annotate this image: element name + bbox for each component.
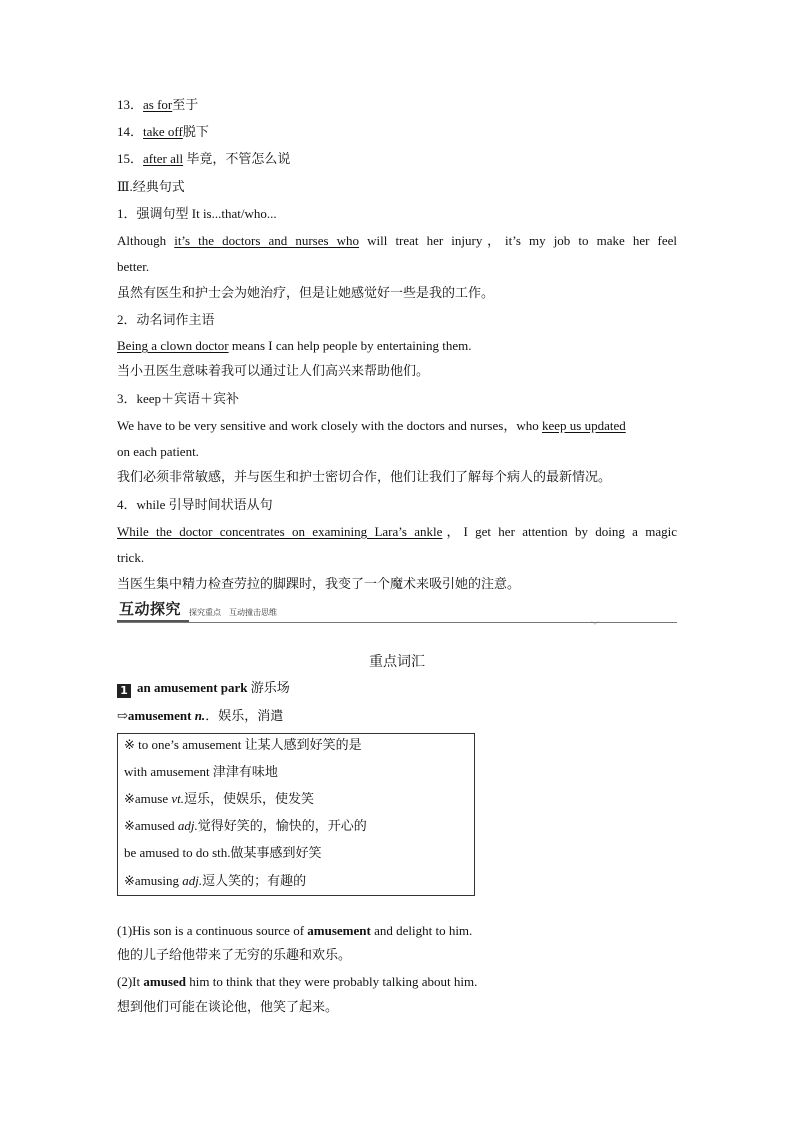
box-item	[124, 736, 362, 754]
pattern-2-chinese: 当小丑医生意味着我可以通过让人们高兴来帮助他们。	[117, 363, 430, 378]
text: (1)His son is a continuous source of	[117, 923, 308, 938]
part-of-speech: n.	[191, 708, 206, 723]
phrase-english: after all	[143, 151, 184, 166]
phrase-english: take off	[143, 124, 183, 139]
pattern-3-chinese: 我们必须非常敏感，并与医生和护士密切合作，他们让我们了解每个病人的最新情况。	[117, 469, 612, 484]
phrase-number: 13．	[117, 97, 144, 112]
text: will treat her injury，it’s my job to make her feel	[359, 233, 677, 248]
vocab-box	[117, 733, 475, 896]
example-1-english	[117, 922, 472, 940]
text: (2)It	[117, 974, 144, 989]
pattern-3-title: 3．keep＋宾语＋宾补	[117, 391, 240, 406]
pattern-3-english	[117, 417, 626, 435]
underlined-text: Being a clown doctor	[117, 338, 229, 353]
text: ※ to one’s amusement 让某人感到好笑的是	[124, 737, 362, 752]
phrase-15	[117, 150, 290, 168]
arrow-icon: ⇨	[117, 708, 128, 723]
underlined-text: keep us updated	[541, 418, 626, 433]
pattern-2-title: 2．动名词作主语	[117, 312, 215, 327]
phrase-number: 14．	[117, 124, 144, 139]
underlined-text: it’s the doctors and nurses who	[174, 233, 360, 248]
box-item	[124, 763, 278, 781]
box-item	[124, 817, 367, 835]
pattern-1-english	[117, 232, 677, 250]
text: and delight to him.	[370, 923, 473, 938]
vocab-1-heading	[117, 679, 290, 698]
pattern-1-english-cont: better.	[117, 259, 150, 274]
pattern-1-title: 1．强调句型 It is...that/who...	[117, 206, 277, 221]
notch-icon: ﹀	[591, 621, 599, 630]
pattern-4-english-cont: trick.	[117, 550, 145, 565]
vocab-1-derived	[117, 707, 283, 725]
banner-title: 互动探究	[119, 600, 182, 618]
pattern-2-english	[117, 337, 472, 355]
phrase-chinese: 脱下	[182, 124, 209, 139]
part-of-speech: vt.	[171, 791, 184, 806]
box-item	[124, 790, 314, 808]
text: ※amused	[124, 818, 178, 833]
example-1-chinese: 他的儿子给他带来了无穷的乐趣和欢乐。	[117, 947, 352, 962]
derived-chinese: 娱乐，消遣	[218, 708, 284, 723]
key-vocab-title: 重点词汇	[369, 655, 425, 670]
bold-text: amused	[143, 974, 186, 989]
text: means I can help people by entertaining them.	[228, 338, 472, 353]
text: Although	[117, 233, 175, 248]
phrase-chinese: 至于	[172, 97, 199, 112]
part-of-speech: adj.	[177, 818, 198, 833]
banner-subtitle: 探究重点 互动撞击思维	[189, 608, 277, 617]
phrase-13	[117, 96, 198, 114]
text: ※amuse	[124, 791, 172, 806]
bold-text: amusement	[307, 923, 371, 938]
text: him to think that they were probably talking about him.	[185, 974, 478, 989]
phrase-number: 15．	[117, 151, 144, 166]
text: be amused to do sth.做某事感到好笑	[124, 845, 322, 860]
pattern-4-title: 4．while 引导时间状语从句	[117, 497, 273, 512]
section-3-title: Ⅲ.经典句式	[117, 179, 185, 194]
phrase-chinese: 毕竟，不管怎么说	[183, 151, 291, 166]
phrase-14	[117, 123, 209, 141]
example-2-chinese: 想到他们可能在谈论他，他笑了起来。	[117, 999, 339, 1014]
number-badge: 1	[117, 684, 131, 698]
part-of-speech: adj.	[182, 873, 203, 888]
vocab-term: an amusement park	[137, 680, 248, 695]
spacer: ．	[205, 708, 219, 723]
phrase-english: as for	[143, 97, 173, 112]
text: 觉得好笑的，愉快的，开心的	[197, 818, 367, 833]
box-item	[124, 872, 306, 890]
underlined-text: While the doctor concentrates on examining Lara’s ankle	[117, 524, 443, 539]
derived-word: amusement	[127, 708, 192, 723]
pattern-4-english	[117, 523, 677, 541]
box-item	[124, 844, 322, 862]
pattern-1-chinese: 虽然有医生和护士会为她治疗，但是让她感觉好一些是我的工作。	[117, 285, 495, 300]
section-banner	[117, 598, 677, 628]
vocab-chinese: 游乐场	[247, 680, 290, 695]
text: 逗人笑的；有趣的	[202, 873, 307, 888]
pattern-3-english-cont: on each patient.	[117, 444, 199, 459]
text: ※amusing	[124, 873, 183, 888]
text: 逗乐，使娱乐，使发笑	[184, 791, 315, 806]
text: ，I get her attention by doing a magic	[442, 524, 678, 539]
text: with amusement 津津有味地	[124, 764, 278, 779]
text: We have to be very sensitive and work closely with the doctors and nurses，who	[117, 418, 542, 433]
example-2-english	[117, 973, 477, 991]
pattern-4-chinese: 当医生集中精力检查劳拉的脚踝时，我变了一个魔术来吸引她的注意。	[117, 576, 521, 591]
